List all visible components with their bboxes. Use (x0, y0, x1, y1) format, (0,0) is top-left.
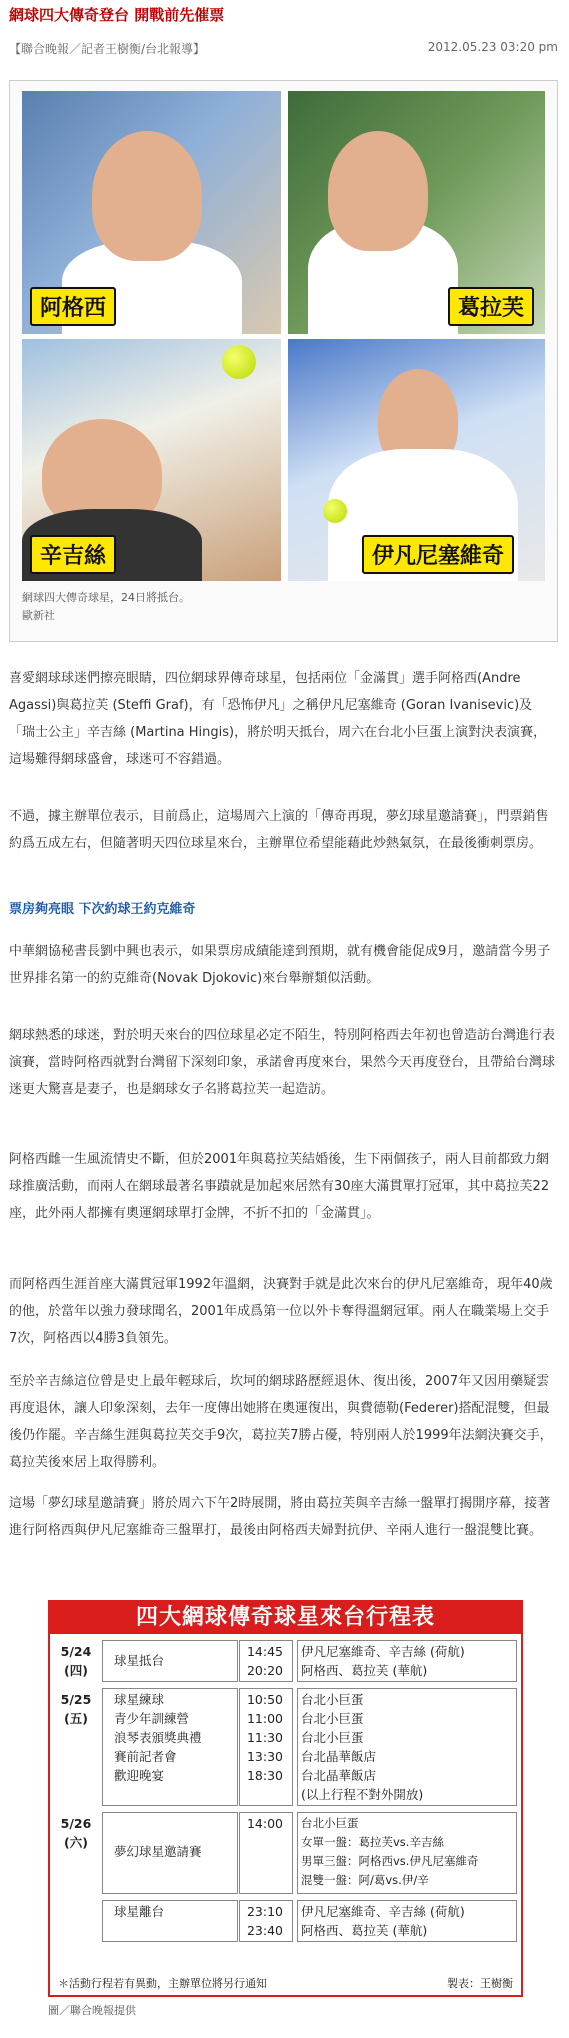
photo-label-agassi: 阿格西 (30, 287, 116, 326)
photo-label-ivanisevic: 伊凡尼塞維奇 (362, 535, 514, 574)
photo-frame (9, 80, 558, 642)
photo-label-hingis: 辛吉絲 (30, 535, 116, 574)
schedule-location: 台北小巨蛋 台北小巨蛋 台北小巨蛋 台北晶華飯店 台北晶華飯店 (以上行程不對外開放) (301, 1692, 424, 1802)
photo-ivanisevic (288, 339, 545, 581)
schedule-event: 球星抵台 (114, 1653, 165, 1668)
schedule-date: 5/26 (六) (60, 1816, 92, 1850)
paragraph-3: 中華網協秘書長劉中興也表示，如果票房成績能達到預期，就有機會能促成9月，邀請當今男子世界排名第一的約克維奇(Novak Djokovic)來台舉辦類似活動。 (9, 944, 551, 986)
article-datetime: 2012.05.23 03:20 pm (427, 40, 558, 54)
schedule-date: 5/25 (五) (60, 1692, 92, 1726)
article-title: 網球四大傳奇登台 開戰前先催票 (9, 6, 225, 24)
schedule-footer (58, 1975, 513, 1991)
photo-credit: 歐新社 (22, 609, 55, 622)
paragraph-5: 阿格西雌一生風流情史不斷，但於2001年與葛拉芙結婚後，生下兩個孩子，兩人目前都致力網球推廣活動，而兩人在網球最著名事蹟就是加起來居然有30座大滿貫單打冠軍，其中葛拉芙22座，此外兩人都擁有奧運網球單打金牌，不折不扣的「金滿貫」。 (9, 1152, 550, 1221)
photo-caption: 網球四大傳奇球星，24日將抵台。 (22, 591, 190, 604)
schedule-note: ＊活動行程若有異動，主辦單位將另行通知 (58, 1977, 267, 1990)
article-source: 【聯合晚報／記者王樹衡/台北報導】 (9, 42, 206, 56)
schedule-time: 23:10 23:40 (246, 1904, 284, 1938)
photo-caption-block (22, 589, 190, 625)
schedule-row (54, 1812, 515, 1894)
paragraph-1: 喜愛網球球迷們擦亮眼睛，四位網球界傳奇球星，包括兩位「金滿貫」選手阿格西(Andre Agassi)與葛拉芙 (Steffi Graf)，有「恐怖伊凡」之稱伊凡尼塞維奇 (Goran Ivanisevic)及「瑞士公主」辛吉絲 (Martina Hingis)，將於明天抵台，周六在台北小巨蛋上演對決表演賽，這場難得網球盛會，球迷可不容錯過。 (9, 671, 547, 767)
paragraph-2: 不過，據主辦單位表示，目前爲止，這場周六上演的「傳奇再現，夢幻球星邀請賽」，門票銷售約爲五成左右，但隨著明天四位球星來台，主辦單位希望能藉此炒熱氣氛，在最後衝刺票房。 (9, 809, 549, 851)
schedule-row (54, 1640, 515, 1682)
photo-collage (22, 91, 545, 581)
schedule-row (54, 1900, 515, 1942)
paragraph-4: 網球熱悉的球迷，對於明天來台的四位球星必定不陌生，特別阿格西去年初也曾造訪台灣進行表演賽，當時阿格西就對台灣留下深刻印象，承諾會再度來台，果然今天再度登台，且帶給台灣球迷更大驚喜是妻子，也是網球女子名將葛拉芙一起造訪。 (9, 1028, 556, 1097)
photo-agassi (22, 91, 281, 334)
schedule-row (54, 1688, 515, 1806)
paragraph-6: 而阿格西生涯首座大滿貫冠軍1992年溫網，決賽對手就是此次來台的伊凡尼塞維奇，現年40歲的他，於當年以強力發球聞名，2001年成爲第一位以外卡奪得溫網冠軍。兩人在職業場上交手7次，阿格西以4勝3負領先。 (9, 1277, 553, 1346)
photo-hingis (22, 339, 281, 581)
schedule-event: 球星練球 青少年訓練營 浪琴表頒獎典禮 賽前記者會 歡迎晚宴 (114, 1692, 202, 1783)
schedule-title: 四大網球傳奇球星來台行程表 (50, 1602, 521, 1634)
photo-graf (288, 91, 545, 334)
subheading: 票房夠亮眼 下次約球王約克維奇 (9, 902, 196, 917)
schedule-location: 伊凡尼塞維奇、辛吉絲 (荷航) 阿格西、葛拉芙 (華航) (301, 1644, 465, 1678)
schedule-event: 球星離台 (114, 1904, 165, 1919)
paragraph-7: 至於辛吉絲這位曾是史上最年輕球后，坎坷的網球路歷經退休、復出後，2007年又因用藥疑雲再度退休，讓人印象深刻，去年一度傳出她將在奧運復出，與費德勒(Federer)搭配混雙，但最後仍作罷。辛吉絲生涯與葛拉芙交手9次，葛拉芙7勝占優，特別兩人於1999年法網決賽交手，葛拉芙後來居上取得勝利。 (9, 1374, 553, 1470)
schedule-location: 伊凡尼塞維奇、辛吉絲 (荷航) 阿格西、葛拉芙 (華航) (301, 1904, 465, 1938)
schedule-date: 5/24 (四) (60, 1644, 92, 1678)
schedule-table (48, 1600, 523, 1997)
graphic-credit: 圖／聯合晚報提供 (48, 2004, 136, 2017)
paragraph-8: 這場「夢幻球星邀請賽」將於周六下午2時展開，將由葛拉芙與辛吉絲一盤單打揭開序幕，接著進行阿格西與伊凡尼塞維奇三盤單打，最後由阿格西夫婦對抗伊、辛兩人進行一盤混雙比賽。 (9, 1496, 551, 1538)
schedule-event: 夢幻球星邀請賽 (114, 1844, 202, 1859)
schedule-time: 14:00 (246, 1816, 284, 1831)
article-meta (9, 40, 558, 57)
photo-label-graf: 葛拉芙 (448, 287, 534, 326)
schedule-maker: 製表：王樹衡 (447, 1977, 513, 1990)
schedule-time: 14:45 20:20 (246, 1644, 284, 1678)
schedule-location: 台北小巨蛋 女單一盤：葛拉芙vs.辛吉絲 男單三盤：阿格西vs.伊凡尼塞維奇 混雙一盤：阿/葛vs.伊/辛 (301, 1816, 479, 1887)
schedule-time: 10:50 11:00 11:30 13:30 18:30 (246, 1692, 284, 1783)
